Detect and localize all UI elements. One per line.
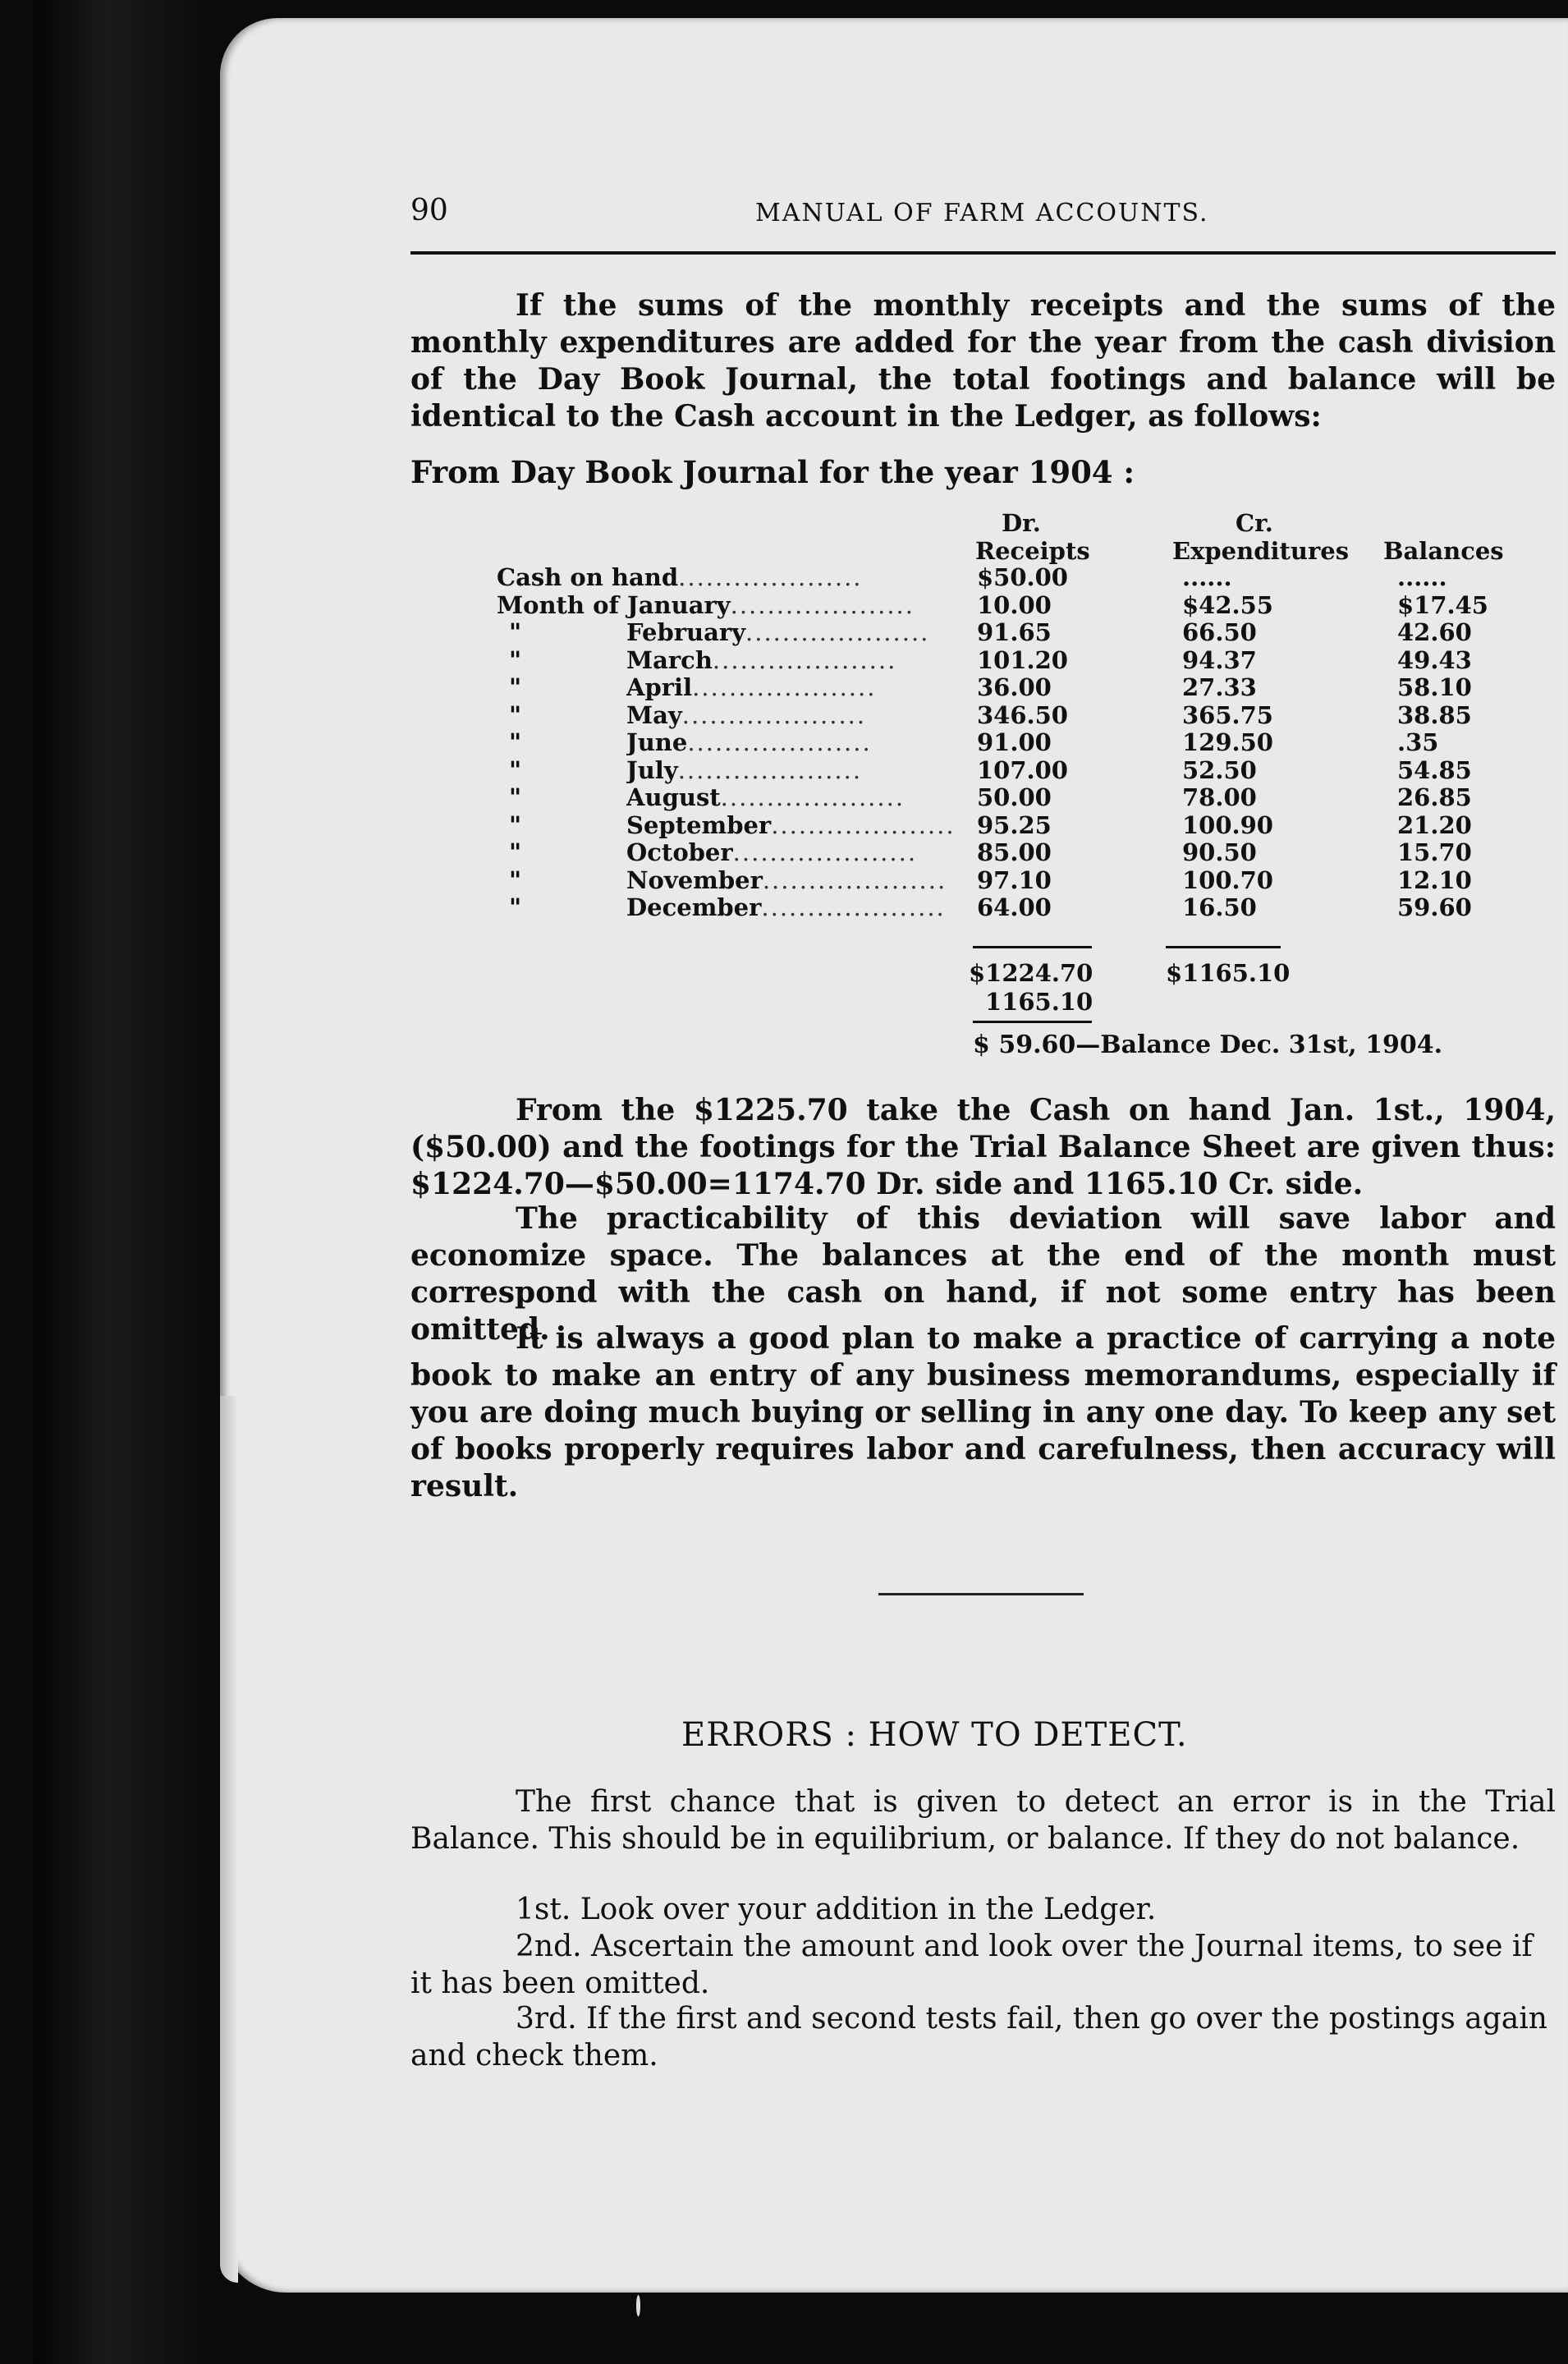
paragraph-2-text: From the $1225.70 take the Cash on hand Jan. 1st., 1904, ($50.00) and the footings for the Trial Balance Sheet are given thus: $1224.70—$50.00=1174.70 Dr. side and 1165.10 Cr. side. <box>410 1093 1556 1201</box>
intro-paragraph <box>410 287 1556 435</box>
dr-cell: 64.00 <box>977 893 1052 921</box>
row-label <box>626 618 961 646</box>
row-label-text: July <box>626 755 678 784</box>
row-label <box>626 673 961 701</box>
leader-dots: .................... <box>745 618 930 646</box>
row-label-text: October <box>626 838 733 866</box>
dr-cell: 101.20 <box>977 645 1068 674</box>
col-dr-header: Receipts <box>975 537 1090 565</box>
ditto-mark: " <box>509 618 522 646</box>
table-row <box>0 646 1568 674</box>
cr-cell: 365.75 <box>1182 700 1273 729</box>
row-label-text: September <box>626 810 772 839</box>
balance-cell: .35 <box>1397 728 1439 756</box>
ditto-mark: " <box>509 893 522 921</box>
ditto-mark: " <box>509 838 522 866</box>
row-label-text: May <box>626 700 682 729</box>
dr-cell: 107.00 <box>977 755 1068 784</box>
leader-dots: .................... <box>678 563 863 591</box>
leader-dots: .................... <box>762 865 947 894</box>
dr-cell: 85.00 <box>977 838 1052 866</box>
step-1-text: 1st. Look over your addition in the Ledger. <box>516 1893 1157 1926</box>
row-label <box>626 866 961 894</box>
balance-cell: 49.43 <box>1397 645 1472 674</box>
dr-cell: 36.00 <box>977 673 1052 701</box>
row-label-text: Cash on hand <box>497 563 679 591</box>
subtract-dr: 1165.10 <box>985 988 1093 1016</box>
col-cr-top: Cr. <box>1236 509 1273 537</box>
col-cr-header: Expenditures <box>1172 537 1350 565</box>
balance-cell: 21.20 <box>1397 810 1472 839</box>
row-label <box>626 838 961 866</box>
row-label-text: February <box>626 618 746 646</box>
leader-dots: .................... <box>681 700 867 729</box>
cr-cell: 100.70 <box>1182 865 1273 894</box>
total-cr: $1165.10 <box>1166 959 1291 987</box>
row-label-text: Month of January <box>497 590 731 619</box>
balance-cell: 15.70 <box>1397 838 1472 866</box>
leader-dots: .................... <box>692 673 877 701</box>
cr-cell: 78.00 <box>1182 783 1257 811</box>
ditto-mark: " <box>509 645 522 674</box>
ditto-mark: " <box>509 810 522 839</box>
leader-dots: .................... <box>761 893 946 921</box>
balance-line: $ 59.60—Balance Dec. 31st, 1904. <box>973 1031 1443 1059</box>
table-row <box>0 838 1568 866</box>
row-label <box>626 646 961 674</box>
section-separator <box>878 1593 1084 1595</box>
cr-cell: 94.37 <box>1182 645 1257 674</box>
row-label <box>626 728 961 756</box>
dr-cell: 50.00 <box>977 783 1052 811</box>
row-label-text: December <box>626 893 762 921</box>
row-label-text: August <box>626 783 721 811</box>
cr-total-rule <box>1166 946 1281 948</box>
table-row <box>0 618 1568 646</box>
running-title: MANUAL OF FARM ACCOUNTS. <box>755 199 1209 227</box>
step-2 <box>410 1928 1556 2002</box>
cr-cell: 52.50 <box>1182 755 1257 784</box>
dr-cell: 346.50 <box>977 700 1068 729</box>
step-3-text: 3rd. If the first and second tests fail, then go over the postings again and check them. <box>410 2002 1547 2073</box>
col-bal-header: Balances <box>1383 537 1504 565</box>
balance-cell: 12.10 <box>1397 865 1472 894</box>
cr-cell: 90.50 <box>1182 838 1257 866</box>
dr-cell: 10.00 <box>977 590 1052 619</box>
row-label <box>497 563 961 591</box>
ditto-mark: " <box>509 728 522 756</box>
dr-cell: 91.65 <box>977 618 1052 646</box>
row-label <box>497 591 961 619</box>
row-label-text: November <box>626 865 763 894</box>
leader-dots: .................... <box>687 728 872 756</box>
dr-cell: $50.00 <box>977 563 1068 591</box>
cr-cell: 16.50 <box>1182 893 1257 921</box>
balance-cell: 42.60 <box>1397 618 1472 646</box>
dr-cell: 91.00 <box>977 728 1052 756</box>
col-dr-top: Dr. <box>1002 509 1041 537</box>
ditto-mark: " <box>509 783 522 811</box>
scan-dark-margin <box>33 0 197 2364</box>
section-heading: ERRORS : HOW TO DETECT. <box>681 1716 1188 1754</box>
paragraph-5 <box>410 1783 1556 1857</box>
table-caption: From Day Book Journal for the year 1904 : <box>410 454 1135 490</box>
cr-cell: 100.90 <box>1182 810 1273 839</box>
balance-cell: 58.10 <box>1397 673 1472 701</box>
cr-cell: 129.50 <box>1182 728 1273 756</box>
dr-total-rule <box>973 946 1092 948</box>
table-row <box>0 563 1568 591</box>
cr-cell: 27.33 <box>1182 673 1257 701</box>
table-row <box>0 591 1568 619</box>
balance-cell: 54.85 <box>1397 755 1472 784</box>
cr-cell: $42.55 <box>1182 590 1273 619</box>
paragraph-5-text: The first chance that is given to detect an error is in the Trial Balance. This should be in equilibrium, or balance. If they do not balance. <box>410 1785 1556 1856</box>
table-row <box>0 783 1568 811</box>
table-row <box>0 893 1568 921</box>
paragraph-2 <box>410 1092 1556 1203</box>
row-label <box>626 893 961 921</box>
cr-cell: ...... <box>1182 563 1232 591</box>
dr-cell: 95.25 <box>977 810 1052 839</box>
leader-dots: .................... <box>677 755 863 784</box>
table-row <box>0 728 1568 756</box>
leader-dots: .................... <box>712 645 897 674</box>
leader-dots: .................... <box>730 590 915 619</box>
leader-dots: .................... <box>732 838 918 866</box>
paragraph-4 <box>410 1320 1556 1505</box>
table-row <box>0 673 1568 701</box>
page-number: 90 <box>410 194 448 227</box>
ditto-mark: " <box>509 700 522 729</box>
row-label <box>626 756 961 784</box>
row-label <box>626 701 961 729</box>
page-curl-edge <box>220 1396 238 2283</box>
row-label <box>626 811 961 839</box>
row-label-text: June <box>626 728 688 756</box>
ditto-mark: " <box>509 673 522 701</box>
balance-cell: 26.85 <box>1397 783 1472 811</box>
leader-dots: .................... <box>720 783 905 811</box>
balance-cell: ...... <box>1397 563 1447 591</box>
scan-speck <box>636 2295 640 2316</box>
balance-rule <box>973 1021 1092 1023</box>
cr-cell: 66.50 <box>1182 618 1257 646</box>
paragraph-4-text: It is always a good plan to make a practice of carrying a note book to make an entry of any business memorandums, especially if you are doing much buying or selling in any one day. To keep any set of books properly requires labor and carefulness, then accuracy will result. <box>410 1321 1556 1503</box>
total-dr: $1224.70 <box>969 959 1093 987</box>
table-row <box>0 701 1568 729</box>
row-label-text: March <box>626 645 713 674</box>
step-3 <box>410 2000 1556 2074</box>
balance-cell: 38.85 <box>1397 700 1472 729</box>
row-label-text: April <box>626 673 693 701</box>
balance-cell: 59.60 <box>1397 893 1472 921</box>
table-row <box>0 811 1568 839</box>
leader-dots: .................... <box>771 810 956 839</box>
step-2-text: 2nd. Ascertain the amount and look over the Journal items, to see if it has been omitted. <box>410 1930 1533 2000</box>
table-row <box>0 756 1568 784</box>
intro-text: If the sums of the monthly receipts and the sums of the monthly expenditures are added for the year from the cash division of the Day Book Journal, the total footings and balance will be identical to the Cash account in the Ledger, as follows: <box>410 288 1556 434</box>
ditto-mark: " <box>509 755 522 784</box>
header-rule <box>410 251 1556 255</box>
paragraph-3-text: The practicability of this deviation will save labor and economize space. The balances at the end of the month must correspond with the cash on hand, if not some entry has been omitted. <box>410 1201 1556 1347</box>
ditto-mark: " <box>509 865 522 894</box>
row-label <box>626 783 961 811</box>
dr-cell: 97.10 <box>977 865 1052 894</box>
balance-cell: $17.45 <box>1397 590 1488 619</box>
step-1 <box>410 1891 1556 1928</box>
table-row <box>0 866 1568 894</box>
